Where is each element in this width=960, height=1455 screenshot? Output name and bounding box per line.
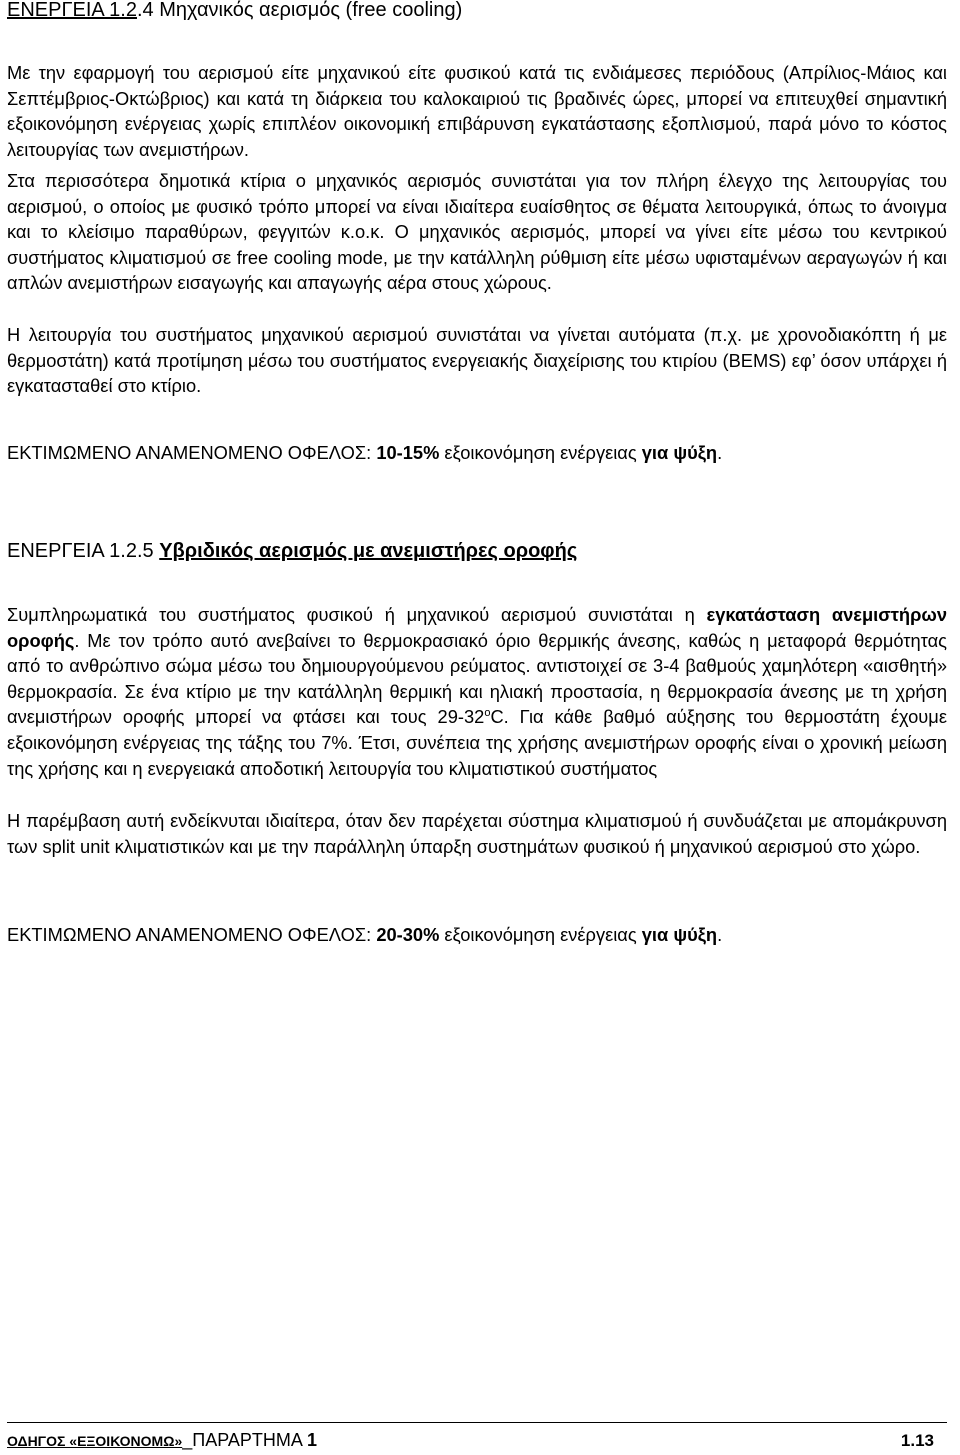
- s2p1-b: εγκατάσταση ανεμιστήρων οροφής: [7, 604, 947, 651]
- section2-paragraph-2: Η παρέμβαση αυτή ενδείκνυται ιδιαίτερα, όταν δεν παρέχεται σύστημα κλιματισμού ή συνδυάζεται με απομάκρυνση των split unit κλιματιστικών και με την παράλληλη ύπαρξη συστημάτων φυσικού ή μηχανικού αερισμού στο χώρο.: [7, 810, 947, 857]
- footer-number: 1: [306, 1430, 317, 1450]
- benefit-value: 10-15%: [376, 442, 440, 463]
- benefit2-target: για ψύξη: [641, 924, 718, 945]
- footer-rule: [7, 1422, 947, 1423]
- benefit2-end: .: [717, 924, 723, 945]
- benefit2-text: εξοικονόμηση ενέργειας: [439, 924, 642, 945]
- footer-suffix: _ΠΑΡΑΡΤΗΜΑ: [182, 1430, 307, 1450]
- section2-title-rest: Υβριδικός αερισμός με ανεμιστήρες οροφής: [159, 540, 578, 562]
- section1-paragraph-1: Με την εφαρμογή του αερισμού είτε μηχανικού είτε φυσικού κατά τις ενδιάμεσες περιόδους (Απρίλιος-Μάιος και Σεπτέμβριος-Οκτώβριος) και κατά τη διάρκεια του καλοκαιριού τις βραδινές ώρες, μπορεί να επιτευχθεί σημαντική εξοικονόμηση ενέργειας χωρίς επιπλέον οικονομική επιβάρυνση εγκατάστασης εξοπλισμού, παρά μόνο το κόστος λειτουργίας των ανεμιστήρων.: [7, 62, 947, 160]
- benefit2-label: ΕΚΤΙΜΩΜΕΝΟ ΑΝΑΜΕΝΟΜΕΝΟ ΟΦΕΛΟΣ:: [7, 924, 377, 945]
- s2p1-sup: ο: [484, 707, 491, 720]
- section2-title: [7, 538, 577, 564]
- section1-title-prefix: ΕΝΕΡΓΕΙΑ 1.2: [7, 0, 137, 21]
- section1-paragraph-2: Στα περισσότερα δημοτικά κτίρια ο μηχανικός αερισμός συνιστάται για τον πλήρη έλεγχο της λειτουργίας του αερισμού, ο οποίος με φυσικό τρόπο μπορεί να είναι ιδιαίτερα ευαίσθητος σε θέματα λειτουργικά, όπως το άνοιγμα και το κλείσιμο παραθύρων, φεγγιτών κ.ο.κ. Ο μηχανικός αερισμός, μπορεί να γίνει είτε μέσω του κεντρικού συστήματος κλιματισμού σε free cooling mode, με την κατάλληλη ρύθμιση είτε μέσω υφισταμένων αεραγωγών ή και απλών ανεμιστήρων εισαγωγής και απαγωγής αέρα στους χώρους.: [7, 170, 947, 294]
- section2-paragraph-1: [7, 602, 947, 781]
- s2p1-d: C. Για κάθε βαθμό αύξησης του θερμοστάτη έχουμε εξοικονόμηση ενέργειας της τάξης του 7%. Έτσι, συνέπεια της χρήσης ανεμιστήρων οροφής είναι ο χρονική μείωση της χρήσης και η ενεργειακά αποδοτική λειτουργία του κλιματιστικού συστήματος: [7, 706, 947, 779]
- benefit2-value: 20-30%: [376, 924, 440, 945]
- section2-title-prefix: ΕΝΕΡΓΕΙΑ 1.2.5: [7, 540, 160, 562]
- section2-benefit: [7, 922, 947, 948]
- s2p1-c: . Με τον τρόπο αυτό ανεβαίνει το θερμοκρασιακό όριο θερμικής άνεσης, καθώς η μεταφορά θερμότητας από το ανθρώπινο σώμα μέσω του δημιουργούμενου ρεύματος. αντιστοιχεί σε 3-4 βαθμούς χαμηλότερη «αισθητή» θερμοκρασία. Σε ένα κτίριο με την κατάλληλη θερμική και ηλιακή προστασία, η θερμοκρασία άνεσης με τη χρήση ανεμιστήρων οροφής μπορεί να φτάσει και τους 29-32: [7, 629, 947, 728]
- s2p1-a: Συμπληρωματικά του συστήματος φυσικού ή μηχανικού αερισμού συνιστάται η: [7, 604, 707, 625]
- section1-title: [7, 0, 462, 23]
- section1-benefit: [7, 440, 947, 466]
- footer-title: [7, 1428, 317, 1453]
- benefit-text: εξοικονόμηση ενέργειας: [439, 442, 642, 463]
- benefit-target: για ψύξη: [641, 442, 718, 463]
- benefit-end: .: [717, 442, 723, 463]
- section1-paragraph-3: Η λειτουργία του συστήματος μηχανικού αερισμού συνιστάται να γίνεται αυτόματα (π.χ. με χρονοδιακόπτη ή με θερμοστάτη) κατά προτίμηση μέσω του συστήματος ενεργειακής διαχείρισης του κτιρίου (BEMS) εφ’ όσον υπάρχει ή εγκατασταθεί στο κτίριο.: [7, 324, 947, 397]
- benefit-label: ΕΚΤΙΜΩΜΕΝΟ ΑΝΑΜΕΝΟΜΕΝΟ ΟΦΕΛΟΣ:: [7, 442, 377, 463]
- section1-title-rest: .4 Μηχανικός αερισμός (free cooling): [136, 0, 463, 21]
- page-number: 1.13: [900, 1431, 934, 1450]
- footer-prefix: ΟΔΗΓΟΣ «ΕΞΟΙΚΟΝΟΜΩ»: [7, 1433, 183, 1449]
